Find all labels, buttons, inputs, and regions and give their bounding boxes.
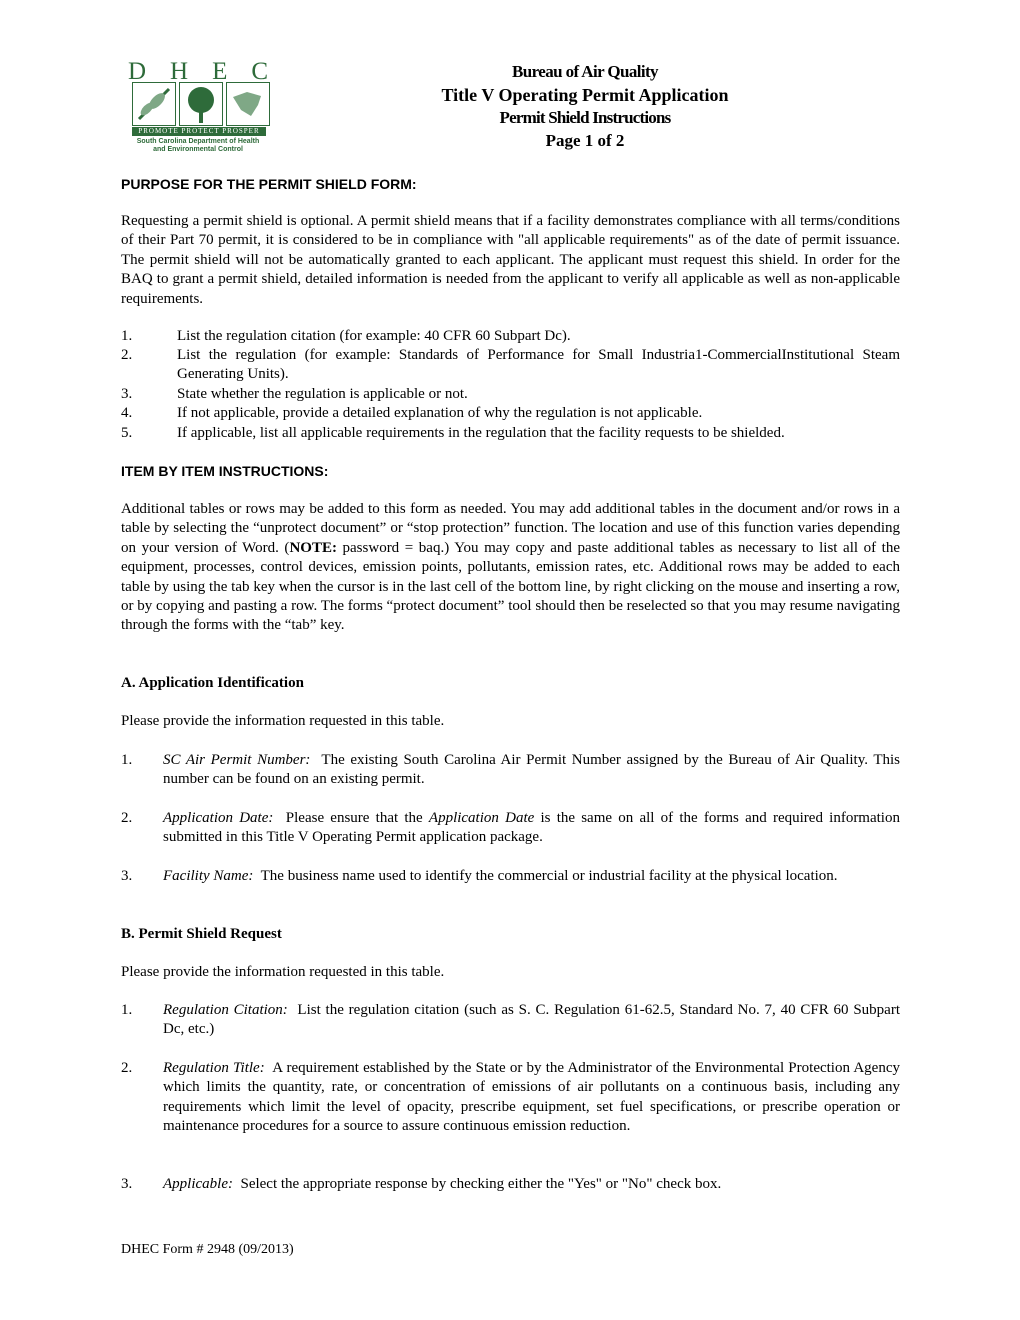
logo-emblem <box>132 82 266 126</box>
section-a-intro: Please provide the information requested in this table. <box>121 713 445 729</box>
page-subtitle: Permit Shield Instructions <box>499 108 671 127</box>
section-b-intro: Please provide the information requested in this table. <box>121 964 445 980</box>
section-b-heading: B. Permit Shield Request <box>121 926 282 942</box>
form-number-footer: DHEC Form # 2948 (09/2013) <box>121 1242 294 1257</box>
purpose-paragraph: Requesting a permit shield is optional. A permit shield means that if a facility demonstrates compliance with all terms/conditions of their Part 70 permit, it is considered to be in compliance with "all applicable requirements" as of the date of permit issuance. The permit shield will not be automatically granted to each applicant. The applicant must request this shield. In order for the BAQ to grant a permit shield, detailed information is needed from the applicant to verify all applicable as well as non-applicable requirements. <box>121 213 900 307</box>
page-title: Title V Operating Permit Application <box>441 85 729 105</box>
logo-letters: D H E C <box>128 58 268 85</box>
bureau-title: Bureau of Air Quality <box>512 62 658 81</box>
item-instructions-paragraph: Additional tables or rows may be added to this form as needed. You may add additional tables in the document and/or rows in a table by selecting the “unprotect document” or “stop protection” function. The location and use of this function varies depending on your version of Word. (NOTE: password = baq.) You may copy and paste additional tables as necessary to list all of the equipment, processes, control devices, emission points, pollutants, emission rates, etc. Additional rows may be added to each table by using the tab key when the cursor is in the last cell of the bottom line, by right clicking on the mouse and inserting a row, or by copying and pasting a row. The forms “protect document” tool should then be reselected so that you may resume navigating through the forms with the “tab” key. <box>121 501 900 634</box>
logo-org-name: South Carolina Department of Health and Environmental Control <box>136 138 260 153</box>
tree-icon <box>179 82 223 126</box>
document-page: D H E C PROMOTE PROTECT PROSPER South Carolina Department of Health and Environmental Control Bureau of Air Quality Title V Operating Permit Application Permit Shield Instructions Page 1 of 2 PURPOSE FOR THE PERMIT SHIELD FORM: Requesting a permit shield is optional. A permit shield means that if a facility demonstrates compliance with all terms/conditions of their Part 70 permit, it is considered to be in compliance with "all applicable requirements" as of the date of permit issuance. The permit shield will not be automatically granted to each applicant. The applicant must request this shield. In order for the BAQ to grant a permit shield, detailed information is needed from the applicant to verify all applicable as well as non-applicable requirements. 1. List the regulation citation (for example: 40 CFR 60 Subpart Dc). 2. List the regulation (for example: Standards of Performance for Small Industria1-CommercialInstitutional Steam Generating Units). 3. State whether the regulation is applicable or not. 4. If not applicable, provide a detailed explanation of why the regulation is not applicable. 5. If applicable, list all applicable requirements in the regulation that the facility requests to be shielded. ITEM BY ITEM INSTRUCTIONS: Additional tables or rows may be added to this form as needed. You may add additional tables in the document and/or rows in a table by selecting the “unprotect document” or “stop protection” function. The location and use of this function varies depending on your version of Word. (NOTE: password = baq.) You may copy and paste additional tables as necessary to list all of the equipment, processes, control devices, emission points, pollutants, emission rates, etc. Additional rows may be added to each table by using the tab key when the cursor is in the last cell of the bottom line, by right clicking on the mouse and inserting a row, or by copying and pasting a row. The forms “protect document” tool should then be reselected so that you may resume navigating through the forms with the “tab” key. A. Application Identification Please provide the information requested in this table. 1. SC Air Permit Number: The existing South Carolina Air Permit Number assigned by the Bureau of Air Quality. This number can be found on an existing permit. 2. Application Date: Please ensure that the Application Date is the same on all of the forms and required information submitted in this Title V Operating Permit application package. 3. Facility Name: The business name used to identify the commercial or industrial facility at the physical location. B. Permit Shield Request Please provide the information requested in this table. 1. Regulation Citation: List the regulation citation (such as S. C. Regulation 61-62.5, Standard No. 7, 40 CFR 60 Subpart Dc, etc.) 2. Regulation Title: A requirement established by the State or by the Administrator of the Environmental Protection Agency which limits the quantity, rate, or concentration of emissions of air pollutants on a continuous basis, including any requirements which limit the level of opacity, prescribe equipment, set fuel specifications, or prescribe operation or maintenance procedures for a source to assure continuous emission reduction. 3. Applicable: Select the appropriate response by checking either the "Yes" or "No" check box. DHEC Form # 2948 (09/2013) <box>121 58 901 1257</box>
item-instructions-heading: ITEM BY ITEM INSTRUCTIONS: <box>121 463 329 479</box>
section-a-heading: A. Application Identification <box>121 675 304 691</box>
dhec-logo <box>128 58 268 153</box>
purpose-heading: PURPOSE FOR THE PERMIT SHIELD FORM: <box>121 176 417 192</box>
page-number: Page 1 of 2 <box>545 131 625 150</box>
logo-tagline: PROMOTE PROTECT PROSPER <box>132 127 266 136</box>
state-map-icon <box>226 82 270 126</box>
palmetto-leaf-icon <box>132 82 176 126</box>
